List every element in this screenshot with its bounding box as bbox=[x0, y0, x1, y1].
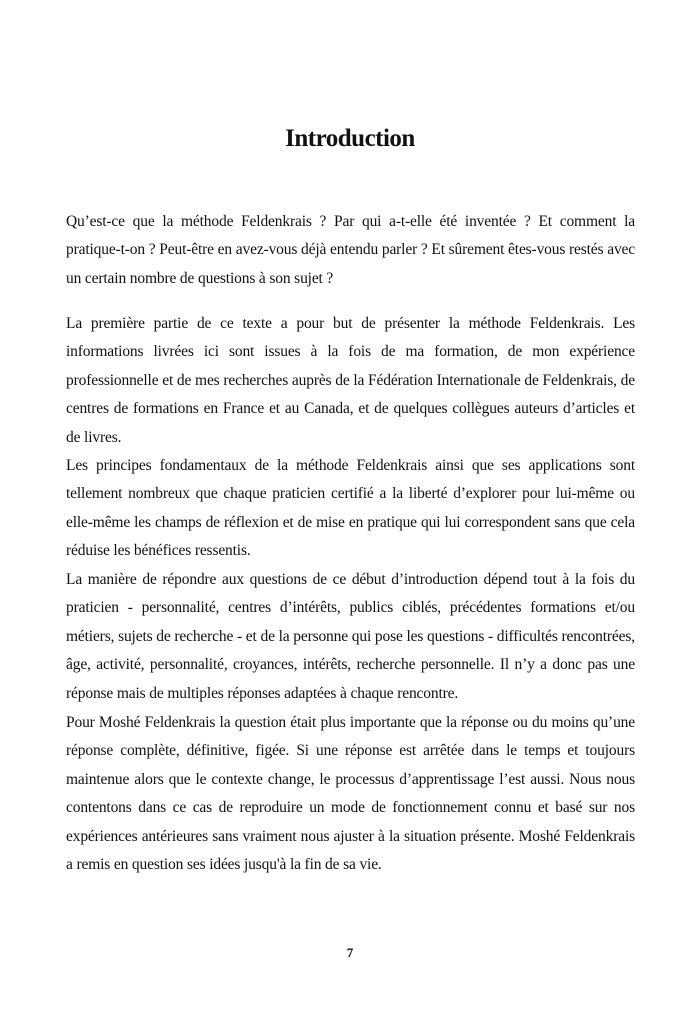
paragraph-4: La manière de répondre aux questions de ce début d’introduction dépend tout à la fois du praticien - personnalité, centres d’intérêts, publics ciblés, précédentes formations et/ou métiers, sujets de recherche - et de la personne qui pose les questions - difficultés rencontrées, âge, activité, personnalité, croyances, intérêts, recherche personnelle. Il n’y a donc pas une réponse mais de multiples réponses adaptées à chaque rencontre. bbox=[66, 571, 635, 702]
paragraph-1: Qu’est-ce que la méthode Feldenkrais ? Par qui a-t-elle été inventée ? Et comment la pratique-t-on ? Peut-être en avez-vous déjà entendu parler ? Et sûrement êtes-vous restés avec un certain nombre de questions à son sujet ? bbox=[66, 213, 635, 287]
page-number: 7 bbox=[346, 945, 354, 960]
paragraph-3: Les principes fondamentaux de la méthode Feldenkrais ainsi que ses applications sont tellement nombreux que chaque praticien certifié a la liberté d’explorer pour lui-même ou elle-même les champs de réflexion et de mise en pratique qui lui correspondent sans que cela réduise les bénéfices ressentis. bbox=[66, 457, 635, 560]
page-title: Introduction bbox=[285, 124, 415, 152]
paragraph-5: Pour Moshé Feldenkrais la question était plus importante que la réponse ou du moins qu’une réponse complète, définitive, figée. Si une réponse est arrêtée dans le temps et toujours maintenue alors que le contexte change, le processus d’apprentissage l’est aussi. Nous nous contentons dans ce cas de reproduire un mode de fonctionnement connu et basé sur nos expériences antérieures sans vraiment nous ajuster à la situation présente. Moshé Feldenkrais a remis en question ses idées jusqu'à la fin de sa vie. bbox=[66, 714, 635, 874]
paragraph-2: La première partie de ce texte a pour but de présenter la méthode Feldenkrais. Les informations livrées ici sont issues à la fois de ma formation, de mon expérience professionnelle et de mes recherches auprès de la Fédération Internationale de Feldenkrais, de centres de formations en France et au Canada, et de quelques collègues auteurs d’articles et de livres. bbox=[66, 315, 635, 446]
